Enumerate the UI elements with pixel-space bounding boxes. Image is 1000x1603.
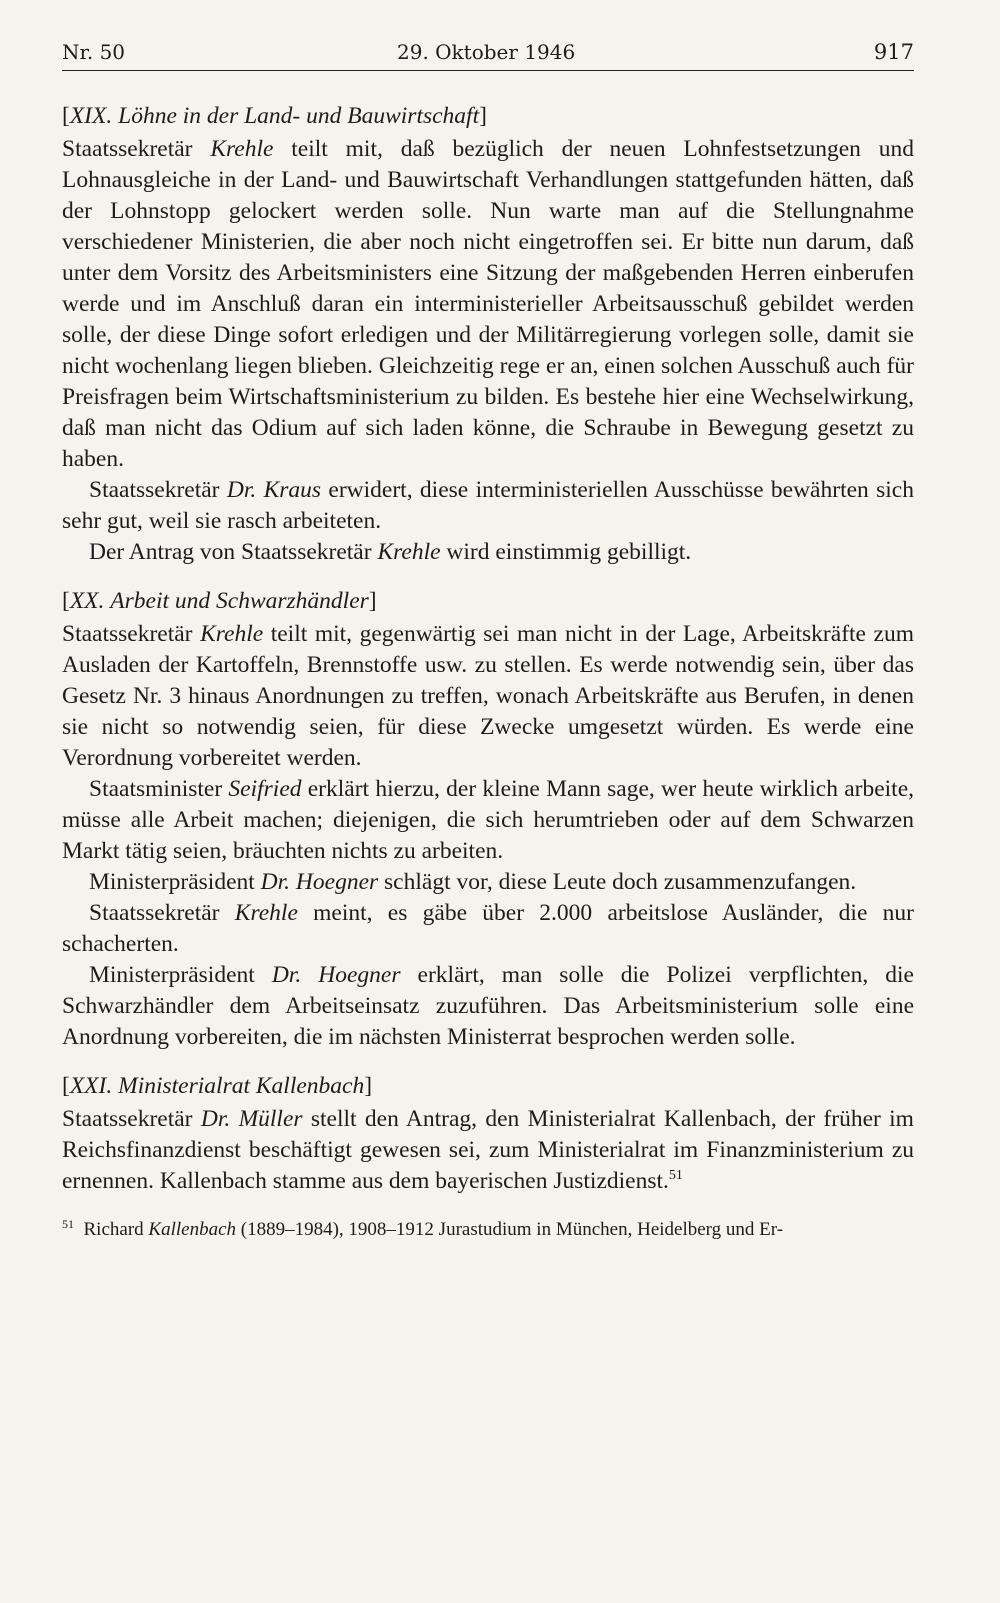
paragraph — [62, 475, 914, 537]
speaker-name: Seifried — [228, 776, 302, 802]
paragraph — [62, 867, 914, 898]
paragraph-text: erwidert, diese interministeriellen Ausschüsse bewährten sich sehr gut, weil sie rasch arbeiteten. — [62, 477, 914, 534]
section-heading-xx: [XX. Arbeit und Schwarzhändler] — [62, 588, 377, 614]
header-issue-number: Nr. 50 — [62, 40, 126, 64]
speaker-name: Dr. Müller — [200, 1106, 303, 1132]
section-heading-xix: [XIX. Löhne in der Land- und Bauwirtschaft] — [62, 103, 487, 129]
footnote-text: Richard — [83, 1219, 149, 1240]
paragraph-text: erklärt, man solle die Polizei verpflichten, die Schwarzhändler dem Arbeitseinsatz zuzuführen. Das Arbeitsministerium solle eine Anordnung vorbereiten, die im nächsten Ministerrat besprochen werden solle. — [62, 962, 914, 1050]
body-text — [62, 101, 914, 1197]
speaker-name: Krehle — [377, 539, 441, 565]
paragraph-text: stellt den Antrag, den Ministerialrat Kallenbach, der früher im Reichsfinanzdienst beschäftigt gewesen sei, zum Ministerialrat im Finanzministerium zu ernennen. Kallenbach stamme aus dem bayerischen Justizdienst. — [62, 1106, 914, 1194]
paragraph — [62, 537, 914, 568]
paragraph — [62, 960, 914, 1053]
paragraph-text: meint, es gäbe über 2.000 arbeitslose Ausländer, die nur schacherten. — [62, 900, 914, 957]
section-heading-xxi: [XXI. Ministerialrat Kallenbach] — [62, 1073, 373, 1099]
footnote-person-name: Kallenbach — [148, 1219, 237, 1240]
header-date: 29. Oktober 1946 — [397, 40, 576, 64]
paragraph — [62, 898, 914, 960]
paragraph-text: Staatssekretär — [62, 621, 201, 647]
speaker-name: Dr. Hoegner — [260, 869, 379, 895]
paragraph-text: Staatssekretär — [62, 1106, 201, 1132]
paragraph-text: Staatssekretär — [89, 900, 235, 926]
paragraph-text: schlägt vor, diese Leute doch zusammenzufangen. — [378, 869, 857, 895]
header-page-number: 917 — [873, 40, 914, 64]
paragraph-text: erklärt hierzu, der kleine Mann sage, wer heute wirklich arbeite, müsse alle Arbeit machen; diejenigen, die sich herumtrieben oder auf dem Schwarzen Markt tätig seien, bräuchten nichts zu arbeiten. — [62, 776, 914, 864]
paragraph — [62, 1104, 914, 1197]
section-title: Arbeit und Schwarzhändler — [110, 588, 369, 614]
footnote-text: (1889–1984), 1908–1912 Jurastudium in München, Heidelberg und Er- — [236, 1219, 784, 1240]
paragraph-text: Ministerpräsident — [89, 962, 272, 988]
paragraph-text: Ministerpräsident — [89, 869, 261, 895]
paragraph-text: Der Antrag von Staatssekretär — [89, 539, 378, 565]
section-title: Löhne in der Land- und Bauwirtschaft — [118, 103, 480, 129]
section-number: XX. — [69, 588, 105, 614]
paragraph-text: Staatsminister — [89, 776, 229, 802]
paragraph-text: teilt mit, gegenwärtig sei man nicht in der Lage, Arbeitskräfte zum Ausladen der Kartoffeln, Brennstoffe usw. zu stellen. Es werde notwendig sein, über das Gesetz Nr. 3 hinaus Anordnungen zu treffen, wonach Arbeitskräfte aus Berufen, in denen sie nicht so notwendig seien, für diese Zwecke umgesetzt würden. Es werde eine Verordnung vorbereitet werden. — [62, 621, 914, 771]
section-title: Ministerialrat Kallenbach — [118, 1073, 365, 1099]
section-number: XXI. — [69, 1073, 113, 1099]
paragraph — [62, 619, 914, 774]
footnote-number: 51 — [62, 1217, 74, 1231]
paragraph — [62, 774, 914, 867]
running-header — [62, 34, 914, 71]
speaker-name: Krehle — [200, 621, 264, 647]
speaker-name: Dr. Hoegner — [271, 962, 401, 988]
speaker-name: Krehle — [234, 900, 298, 926]
paragraph-text: Staatssekretär — [62, 136, 211, 162]
speaker-name: Dr. Kraus — [226, 477, 322, 503]
footnote — [62, 1217, 914, 1243]
footnote-reference[interactable]: 51 — [668, 1168, 683, 1183]
speaker-name: Krehle — [210, 136, 274, 162]
section-number: XIX. — [69, 103, 113, 129]
paragraph-text: wird einstimmig gebilligt. — [440, 539, 692, 565]
paragraph-text: teilt mit, daß bezüglich der neuen Lohnfestsetzungen und Lohnausgleiche in der Land- und Bauwirtschaft Verhandlungen stattgefunden hätten, daß der Lohnstopp gelockert werden solle. Nun warte man auf die Stellungnahme verschiedener Ministerien, die aber noch nicht eingetroffen sei. Er bitte nun darum, daß unter dem Vorsitz des Arbeitsministers eine Sitzung der maßgebenden Herren einberufen werde und im Anschluß daran ein interministerieller Arbeitsausschuß gebildet werden solle, der diese Dinge sofort erledigen und der Militärregierung vorlegen solle, damit sie nicht wochenlang liegen blieben. Gleichzeitig rege er an, einen solchen Ausschuß auch für Preisfragen beim Wirtschaftsministerium zu bilden. Es bestehe hier eine Wechselwirkung, daß man nicht das Odium auf sich laden könne, die Schraube in Bewegung gesetzt zu haben. — [62, 136, 914, 472]
paragraph — [62, 134, 914, 475]
paragraph-text: Staatssekretär — [89, 477, 227, 503]
